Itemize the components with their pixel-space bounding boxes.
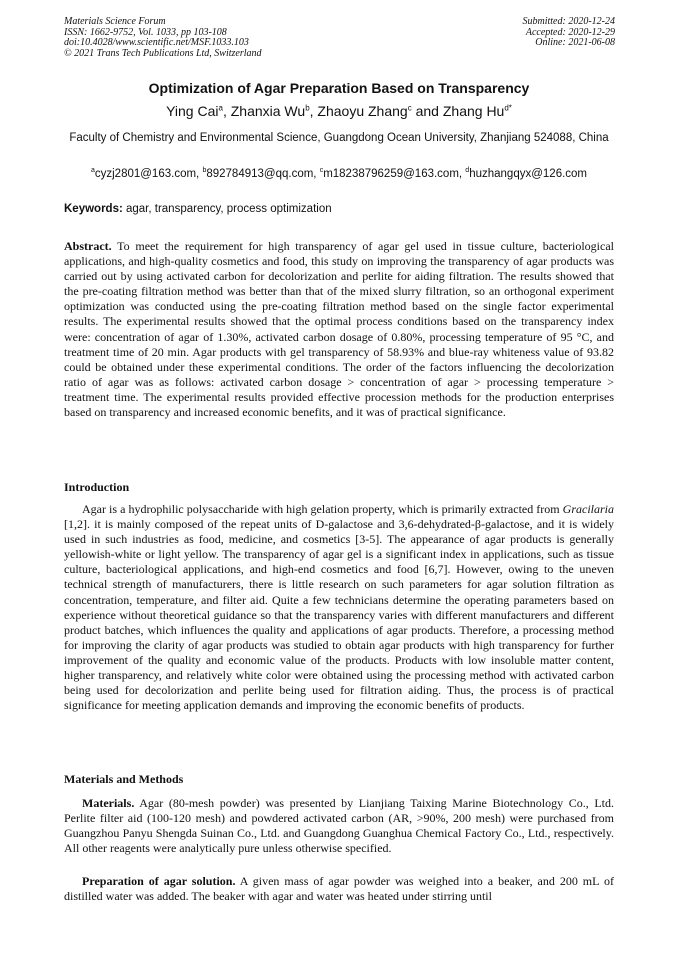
author-and: and bbox=[411, 103, 443, 119]
materials-label: Materials. bbox=[82, 796, 135, 810]
paper-title: Optimization of Agar Preparation Based on Transparency bbox=[148, 80, 530, 96]
abstract-label: Abstract. bbox=[64, 239, 112, 253]
intro-text-post: [1,2]. it is mainly composed of the repeat units of D-galactose and 3,6-dehydrated-β-galactose, and it is widely used in such industries as food, medicine, and cosmetics [3-5]. The appearance of agar products is generally yellowish-white or light yellow. The transparency of agar gel is a significant index in applications, such as tissue culture, bacteriological applications, and high-end cosmetics and food [6,7]. However, owing to the uneven technical strength of manufacturers, there is little research on such parameters for agar solution filtration as concentration, temperature, and filter aid. Quite a few technicians determine the operating parameters based on experience without theoretical guidance so that the transparency varies with different manufacturers and different product batches, which influences the quality and applications of agar products. Therefore, a processing method for improving the clarity of agar products was studied to obtain agar products with high transparency for further improvement of the quality and economic value of the products. Products with low insoluble matter content, higher transparency, and relatively white color were obtained using the processing method with activated carbon being used for decolorization and perlite being used for filtration aiding. Thus, the process is of practical significance for meeting application demands and improving the economic benefits of products. bbox=[64, 517, 614, 713]
intro-text-pre: Agar is a hydrophilic polysaccharide with high gelation property, which is primarily extracted from bbox=[82, 502, 563, 516]
keywords-label: Keywords: bbox=[64, 203, 123, 215]
email-sup: d bbox=[465, 167, 470, 174]
abstract bbox=[64, 239, 614, 420]
preparation-text: A given mass of agar powder was weighed into a beaker, and 200 mL of distilled water was added. The beaker with agar and water was heated under stirring until bbox=[64, 874, 614, 904]
online-date: Online: 2021-06-08 bbox=[535, 37, 615, 48]
email-list: $^a$cyzj2801@163.com, $^b$892784913@qq.com, $^c$m18238796259@163.com, $^d$huzhangqyx@126.com bbox=[90, 167, 588, 180]
introduction-heading: Introduction bbox=[64, 480, 130, 494]
author-name: Zhang Hu bbox=[442, 103, 505, 119]
author-list bbox=[0, 103, 678, 119]
author-name: Zhanxia Wu bbox=[230, 103, 306, 119]
author-sup: d* bbox=[504, 103, 512, 113]
intro-italic-genus: Gracilaria bbox=[562, 502, 614, 516]
email-link[interactable]: cyzj2801@163.com bbox=[94, 167, 197, 180]
email-link[interactable]: m18238796259@163.com bbox=[323, 167, 459, 180]
email-sup: c bbox=[319, 167, 324, 174]
issn: ISSN: 1662-9752, Vol. 1033, pp 103-108 bbox=[64, 26, 227, 38]
email-sup: b bbox=[202, 167, 207, 174]
abstract-text: To meet the requirement for high transparency of agar gel used in tissue culture, bacteriological applications, and high-quality cosmetics and food, this study on improving the transparency of agar products was carried out by using activated carbon for decolorization and perlite for aiding filtration. The results showed that the pre-coating filtration method was better than that of the mixed slurry filtration, so an orthogonal experiment optimization was conducted using the pre-coating filtration method based on the single factor experimental results. The experimental results showed that the optimal process conditions based on the transparency index were: concentration of agar of 1.30%, activated carbon dosage of 0.80%, processing temperature of 95 °C, and treatment time of 20 min. Agar products with gel transparency of 58.93% and blue-ray whiteness value of 93.82 could be obtained under these experimental conditions. The order of the factors influencing the decolorization ratio of agar was as follows: activated carbon dosage > concentration of agar > processing temperature > treatment time. The experimental results provided effective procession methods for the production enterprises based on transparency and increased economic benefits, and it was of practical significance. bbox=[64, 239, 614, 420]
email-link[interactable]: 892784913@qq.com bbox=[206, 167, 314, 180]
preparation-label: Preparation of agar solution. bbox=[82, 874, 236, 888]
submitted-date: Submitted: 2020-12-24 bbox=[522, 16, 615, 27]
author-name: Ying Cai bbox=[166, 103, 219, 119]
copyright: © 2021 Trans Tech Publications Ltd, Switzerland bbox=[64, 47, 262, 59]
accepted-date: Accepted: 2020-12-29 bbox=[525, 26, 615, 38]
email-link[interactable]: huzhangqyx@126.com bbox=[469, 167, 588, 180]
preparation-paragraph bbox=[64, 874, 614, 904]
keywords-text: agar, transparency, process optimization bbox=[122, 203, 332, 215]
materials-methods-heading: Materials and Methods bbox=[64, 772, 184, 786]
author-sup: b bbox=[305, 103, 310, 113]
affiliation: Faculty of Chemistry and Environmental Science, Guangdong Ocean University, Zhanjiang 524088, China bbox=[69, 132, 609, 144]
dates-header bbox=[523, 17, 616, 49]
author-name: Zhaoyu Zhang bbox=[317, 103, 408, 119]
author-sup: c bbox=[407, 103, 412, 113]
materials-text: Agar (80-mesh powder) was presented by Lianjiang Taixing Marine Biotechnology Co., Ltd. Perlite filter aid (100-120 mesh) and powdered activated carbon (AR, >90%, 200 mesh) were purchased from Guangzhou Panyu Shengda Suinan Co., Ltd. and Guangdong Guanghua Chemical Factory Co., Ltd., respectively. All other reagents were analytically pure unless otherwise specified. bbox=[64, 796, 614, 856]
materials-paragraph bbox=[64, 796, 614, 856]
author-sup: a bbox=[218, 103, 223, 113]
keywords bbox=[64, 203, 332, 215]
doi: doi:10.4028/www.scientific.net/MSF.1033.103 bbox=[64, 37, 249, 48]
introduction-paragraph bbox=[64, 502, 614, 713]
author-separator: , bbox=[309, 103, 318, 119]
journal-name: Materials Science Forum bbox=[64, 16, 166, 27]
journal-header bbox=[64, 17, 262, 59]
email-sup: a bbox=[90, 167, 95, 174]
author-separator: , bbox=[222, 103, 231, 119]
